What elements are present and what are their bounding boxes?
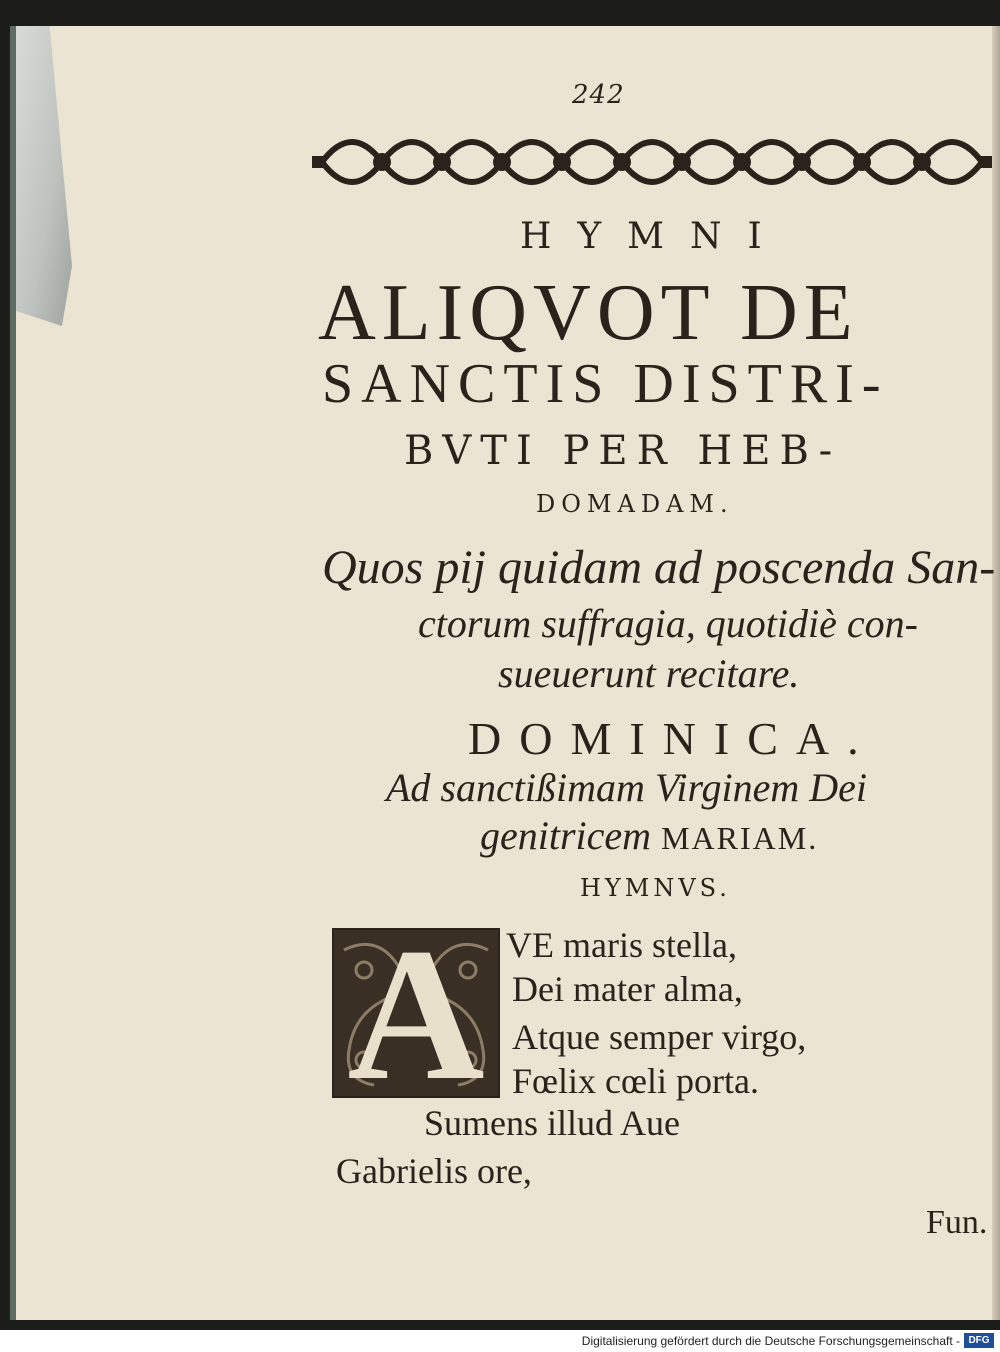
- dedication-line-1: Ad sanctißimam Virginem Dei: [386, 765, 868, 810]
- dedication-italic: genitricem: [480, 813, 652, 858]
- dfg-logo: DFG: [964, 1333, 994, 1348]
- verse-line: Gabrielis ore,: [336, 1151, 532, 1191]
- ornamental-headpiece: [312, 112, 992, 212]
- day-title: DOMINICA.: [468, 713, 877, 764]
- dedication-name: MARIAM.: [661, 820, 819, 856]
- intro-line-1: Quos pij quidam ad poscenda San-: [322, 541, 996, 594]
- intro-line-2: ctorum suffragia, quotidiè con-: [418, 601, 918, 646]
- verse-line: Sumens illud Aue: [424, 1103, 681, 1143]
- heading-line-2: ALIQVOT DE: [318, 269, 859, 357]
- heading-line-4: BVTI PER HEB-: [404, 428, 842, 474]
- footer-credit: Digitalisierung gefördert durch die Deutsche Forschungsgemeinschaft -: [581, 1334, 960, 1348]
- heading-line-5: DOMADAM.: [536, 490, 734, 518]
- page-fold-tab: [16, 26, 72, 326]
- digitization-footer: [0, 1330, 1000, 1352]
- hymn-label: HYMNVS.: [580, 874, 731, 902]
- verse-line: Fœlix cœli porta.: [512, 1061, 759, 1101]
- page-edge-shadow: [992, 26, 1000, 1320]
- catchword: Fun.: [926, 1204, 988, 1241]
- decorated-initial: [332, 910, 500, 1120]
- initial-letter: A: [347, 910, 485, 1120]
- verse-line: Atque semper virgo,: [512, 1017, 807, 1057]
- heading-line-3: SANCTIS DISTRI-: [322, 353, 889, 415]
- dedication-line-2: [480, 812, 818, 859]
- intro-line-3: sueuerunt recitare.: [498, 651, 800, 696]
- verse-line: VE maris stella,: [506, 925, 737, 965]
- verse-line: Dei mater alma,: [512, 969, 743, 1009]
- page-number: 242: [572, 80, 625, 110]
- heading-line-1: HYMNI: [520, 216, 788, 257]
